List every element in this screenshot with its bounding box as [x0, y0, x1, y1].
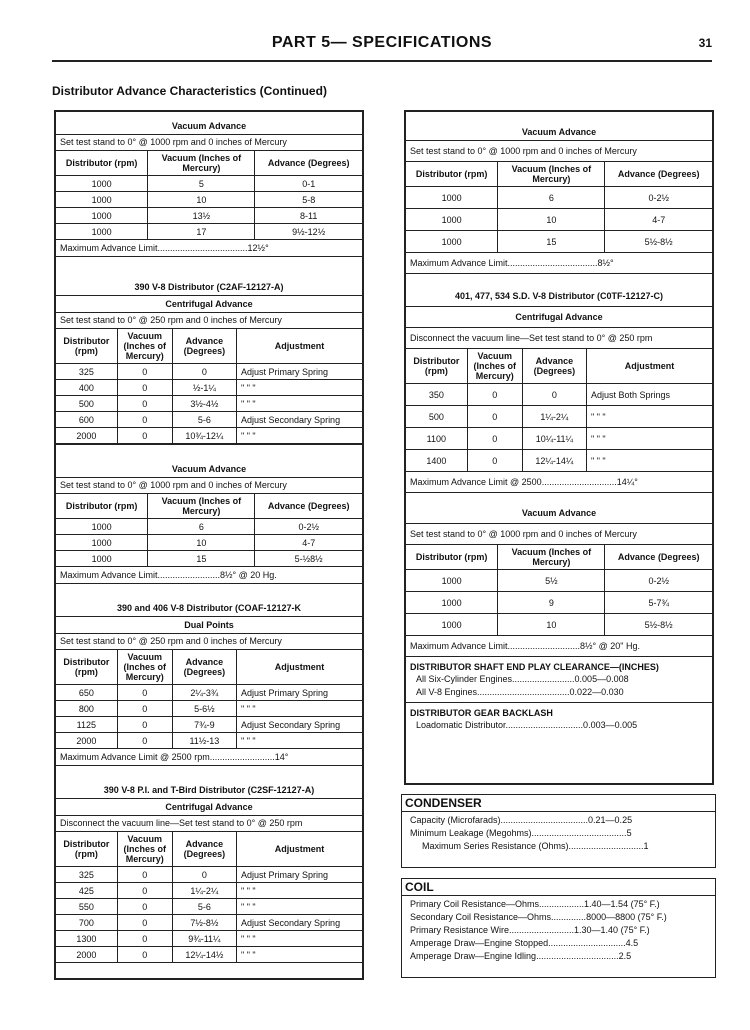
table-cell: 5-6	[172, 412, 236, 428]
table-cell: 3½-4½	[172, 396, 236, 412]
table-cell: 0	[467, 384, 522, 406]
table-cell: 0-2½	[255, 519, 362, 535]
left-vacuum-advance-1	[56, 112, 362, 256]
table-cell: 2000	[56, 428, 117, 444]
table-row	[56, 551, 362, 567]
table-cell: 6	[498, 187, 605, 209]
max-advance-limit: Maximum Advance Limit....................................12½°	[60, 243, 269, 253]
table-row	[56, 701, 362, 717]
column-header: Vacuum (Inches of Mercury)	[148, 151, 255, 176]
table-cell: 1000	[56, 535, 148, 551]
table-row	[56, 412, 362, 428]
coil-line: Amperage Draw—Engine Stopped...............................4.5	[410, 938, 639, 948]
table-cell: 10	[148, 192, 255, 208]
table-cell: 9¾-11¼	[172, 931, 236, 947]
table-cell: 0-1	[255, 176, 362, 192]
table-cell: 1100	[406, 428, 467, 450]
table-header-row	[406, 349, 712, 384]
table-cell: Adjust Primary Spring	[237, 867, 362, 883]
table-row	[56, 733, 362, 749]
table-cell: 0	[117, 717, 172, 733]
table-header-row	[406, 162, 712, 187]
column-header: Distributor (rpm)	[406, 349, 467, 384]
table-cell: 0-2½	[605, 570, 712, 592]
table-cell: 1000	[406, 209, 498, 231]
max-advance-limit: Maximum Advance Limit.............................8½° @ 20" Hg.	[410, 641, 641, 651]
end-play-section	[406, 656, 712, 702]
table-cell: 500	[406, 406, 467, 428]
table-cell: 0	[117, 380, 172, 396]
table-cell: 15	[148, 551, 255, 567]
table-cell: 9½-12½	[255, 224, 362, 240]
condenser-line: Maximum Series Resistance (Ohms)..............................1	[422, 841, 649, 851]
section-title: Vacuum Advance	[171, 464, 247, 474]
table-cell: 550	[56, 899, 117, 915]
table-cell: 0	[117, 733, 172, 749]
table-cell: " " "	[237, 380, 362, 396]
table-row	[56, 685, 362, 701]
column-header: Advance (Degrees)	[605, 162, 712, 187]
gear-backlash-title: DISTRIBUTOR GEAR BACKLASH	[410, 708, 553, 718]
table-cell: " " "	[237, 396, 362, 412]
table-cell: 500	[56, 396, 117, 412]
data-table	[406, 544, 712, 636]
table-cell: 1000	[56, 224, 148, 240]
table-cell: 0	[522, 384, 586, 406]
table-cell: 5-6	[172, 899, 236, 915]
table-cell: 650	[56, 685, 117, 701]
data-table	[406, 348, 712, 472]
end-play-line: All V-8 Engines.....................................0.022—0.030	[416, 687, 624, 697]
column-header: Adjustment	[237, 832, 362, 867]
end-play-line: All Six-Cylinder Engines.........................0.005—0.008	[416, 674, 629, 684]
table-cell: 425	[56, 883, 117, 899]
table-cell: 1000	[56, 192, 148, 208]
table-cell: 12¼-14½	[172, 947, 236, 963]
table-cell: 1000	[56, 551, 148, 567]
table-row	[406, 406, 712, 428]
section-title: 390 and 406 V-8 Distributor (COAF-12127-K	[116, 603, 302, 613]
table-cell: " " "	[237, 899, 362, 915]
gear-backlash-section	[406, 702, 712, 732]
right-vacuum-advance-1	[406, 112, 712, 273]
data-table	[56, 493, 362, 567]
table-row	[56, 535, 362, 551]
section-note: Set test stand to 0° @ 1000 rpm and 0 inches of Mercury	[406, 523, 712, 544]
column-header: Vacuum (Inches of Mercury)	[467, 349, 522, 384]
data-table	[56, 150, 362, 240]
column-header: Adjustment	[237, 329, 362, 364]
left-panel	[54, 110, 364, 980]
table-cell: 2¼-3¾	[172, 685, 236, 701]
table-row	[56, 380, 362, 396]
column-header: Advance (Degrees)	[522, 349, 586, 384]
table-cell: 0	[117, 364, 172, 380]
column-header: Distributor (rpm)	[56, 151, 148, 176]
table-cell: 0	[117, 685, 172, 701]
section-title: 390 V-8 P.I. and T-Bird Distributor (C2SF-12127-A)	[103, 785, 315, 795]
condenser-title: CONDENSER	[402, 795, 715, 812]
table-cell: 5½-8½	[605, 231, 712, 253]
table-row	[406, 428, 712, 450]
coil-line: Primary Coil Resistance—Ohms..................1.40—1.54 (75° F.)	[410, 899, 660, 909]
table-cell: 1300	[56, 931, 117, 947]
table-cell: 325	[56, 867, 117, 883]
condenser-line: Minimum Leakage (Megohms)......................................5	[410, 828, 632, 838]
coil-title: COIL	[402, 879, 715, 896]
column-header: Advance (Degrees)	[255, 494, 362, 519]
table-cell: 1000	[56, 176, 148, 192]
table-cell: 0	[467, 450, 522, 472]
table-header-row	[56, 329, 362, 364]
page-title: PART 5— SPECIFICATIONS	[271, 34, 493, 51]
section-title: 390 V-8 Distributor (C2AF-12127-A)	[134, 282, 284, 292]
header-rule	[52, 60, 712, 62]
gear-backlash-line: Loadomatic Distributor...............................0.003—0.005	[416, 720, 638, 730]
table-cell: 10¼-11¼	[522, 428, 586, 450]
table-cell: Adjust Secondary Spring	[237, 412, 362, 428]
table-cell: " " "	[237, 883, 362, 899]
table-cell: 0	[117, 947, 172, 963]
condenser-box	[401, 794, 716, 868]
table-row	[56, 717, 362, 733]
table-cell: 15	[498, 231, 605, 253]
table-row	[406, 209, 712, 231]
table-cell: 1000	[406, 614, 498, 636]
table-cell: 6	[148, 519, 255, 535]
table-row	[56, 931, 362, 947]
table-row	[56, 883, 362, 899]
table-cell: 4-7	[255, 535, 362, 551]
table-cell: " " "	[237, 733, 362, 749]
column-header: Advance (Degrees)	[172, 329, 236, 364]
table-cell: 0	[117, 867, 172, 883]
coil-box	[401, 878, 716, 978]
page-number: 31	[698, 36, 712, 50]
column-header: Distributor (rpm)	[56, 650, 117, 685]
table-cell: Adjust Secondary Spring	[237, 717, 362, 733]
section-note: Set test stand to 0° @ 250 rpm and 0 inches of Mercury	[56, 312, 362, 328]
table-cell: 8-11	[255, 208, 362, 224]
table-cell: 1125	[56, 717, 117, 733]
section-note: Set test stand to 0° @ 1000 rpm and 0 inches of Mercury	[56, 477, 362, 493]
table-row	[406, 592, 712, 614]
table-cell: " " "	[237, 947, 362, 963]
column-header: Advance (Degrees)	[255, 151, 362, 176]
table-row	[56, 428, 362, 444]
table-header-row	[56, 151, 362, 176]
data-table	[56, 831, 362, 963]
section-title: 401, 477, 534 S.D. V-8 Distributor (C0TF-12127-C)	[454, 291, 664, 301]
table-row	[406, 231, 712, 253]
table-cell: 17	[148, 224, 255, 240]
table-cell: Adjust Primary Spring	[237, 364, 362, 380]
section-title: Vacuum Advance	[171, 121, 247, 131]
coil-line: Secondary Coil Resistance—Ohms..............8000—8800 (75° F.)	[410, 912, 667, 922]
data-table	[56, 649, 362, 749]
section-subtitle: Dual Points	[56, 616, 362, 633]
table-cell: " " "	[587, 406, 712, 428]
table-cell: 2000	[56, 947, 117, 963]
section-note: Disconnect the vacuum line—Set test stand to 0° @ 250 rpm	[56, 815, 362, 831]
column-header: Vacuum (Inches of Mercury)	[117, 329, 172, 364]
table-cell: 12¼-14¼	[522, 450, 586, 472]
table-row	[56, 364, 362, 380]
table-cell: 1400	[406, 450, 467, 472]
right-panel	[404, 110, 714, 785]
section-note: Disconnect the vacuum line—Set test stand to 0° @ 250 rpm	[406, 327, 712, 348]
table-cell: 0-2½	[605, 187, 712, 209]
table-cell: 1¼-2¼	[522, 406, 586, 428]
table-cell: 7¾-9	[172, 717, 236, 733]
table-cell: 0	[467, 406, 522, 428]
table-cell: 5-6½	[172, 701, 236, 717]
table-cell: Adjust Primary Spring	[237, 685, 362, 701]
table-cell: " " "	[237, 428, 362, 444]
section-note: Set test stand to 0° @ 1000 rpm and 0 inches of Mercury	[406, 140, 712, 161]
table-row	[56, 519, 362, 535]
column-header: Advance (Degrees)	[172, 650, 236, 685]
right-c0tf-section	[406, 273, 712, 492]
column-header: Adjustment	[587, 349, 712, 384]
column-header: Adjustment	[237, 650, 362, 685]
table-row	[406, 614, 712, 636]
table-cell: Adjust Both Springs	[587, 384, 712, 406]
table-cell: 350	[406, 384, 467, 406]
table-cell: 0	[117, 428, 172, 444]
section-title: Vacuum Advance	[521, 127, 597, 137]
column-header: Distributor (rpm)	[56, 494, 148, 519]
column-header: Vacuum (Inches of Mercury)	[498, 162, 605, 187]
left-c2sf-section	[56, 765, 362, 963]
table-header-row	[56, 832, 362, 867]
table-cell: 0	[117, 701, 172, 717]
table-cell: 1000	[56, 208, 148, 224]
table-cell: 1000	[406, 231, 498, 253]
column-header: Distributor (rpm)	[406, 545, 498, 570]
table-row	[406, 187, 712, 209]
table-cell: 1¼-2¼	[172, 883, 236, 899]
section-subtitle: Centrifugal Advance	[56, 295, 362, 312]
table-cell: 325	[56, 364, 117, 380]
table-cell: " " "	[587, 450, 712, 472]
condenser-line: Capacity (Microfarads)...................................0.21—0.25	[410, 815, 633, 825]
left-coaf-section	[56, 583, 362, 765]
left-vacuum-advance-2	[56, 444, 362, 583]
section-note: Set test stand to 0° @ 250 rpm and 0 inches of Mercury	[56, 633, 362, 649]
table-cell: 5-7¾	[605, 592, 712, 614]
table-row	[406, 570, 712, 592]
column-header: Advance (Degrees)	[605, 545, 712, 570]
table-cell: 2000	[56, 733, 117, 749]
coil-line: Amperage Draw—Engine Idling.................................2.5	[410, 951, 632, 961]
table-cell: 11½-13	[172, 733, 236, 749]
section-subtitle: Centrifugal Advance	[56, 798, 362, 815]
max-advance-limit: Maximum Advance Limit.........................8½° @ 20 Hg.	[60, 570, 277, 580]
end-play-title: DISTRIBUTOR SHAFT END PLAY CLEARANCE—(INCHES)	[410, 662, 659, 672]
table-row	[56, 867, 362, 883]
left-c2af-section	[56, 256, 362, 444]
table-cell: 5-8	[255, 192, 362, 208]
table-row	[56, 208, 362, 224]
page-header	[52, 34, 712, 56]
table-cell: ½-1¼	[172, 380, 236, 396]
table-cell: 10¾-12¼	[172, 428, 236, 444]
table-cell: 10	[498, 209, 605, 231]
table-cell: 0	[117, 412, 172, 428]
table-cell: 13½	[148, 208, 255, 224]
table-cell: 600	[56, 412, 117, 428]
column-header: Advance (Degrees)	[172, 832, 236, 867]
table-cell: 10	[498, 614, 605, 636]
table-cell: 0	[117, 931, 172, 947]
column-header: Vacuum (Inches of Mercury)	[117, 650, 172, 685]
column-header: Distributor (rpm)	[56, 832, 117, 867]
table-cell: 1000	[406, 570, 498, 592]
data-table	[406, 161, 712, 253]
table-header-row	[406, 545, 712, 570]
table-cell: 4-7	[605, 209, 712, 231]
column-header: Vacuum (Inches of Mercury)	[117, 832, 172, 867]
max-advance-limit: Maximum Advance Limit....................................8½°	[410, 258, 614, 268]
table-cell: 5-½8½	[255, 551, 362, 567]
table-cell: 0	[117, 899, 172, 915]
column-header: Vacuum (Inches of Mercury)	[148, 494, 255, 519]
data-table	[56, 328, 362, 444]
table-cell: 400	[56, 380, 117, 396]
table-cell: 5½-8½	[605, 614, 712, 636]
table-cell: 5½	[498, 570, 605, 592]
right-vacuum-advance-2	[406, 492, 712, 656]
column-header: Vacuum (Inches of Mercury)	[498, 545, 605, 570]
table-cell: 0	[117, 883, 172, 899]
table-cell: 9	[498, 592, 605, 614]
table-cell: 0	[172, 867, 236, 883]
table-cell: 0	[467, 428, 522, 450]
table-row	[56, 192, 362, 208]
section-note: Set test stand to 0° @ 1000 rpm and 0 inches of Mercury	[56, 134, 362, 150]
column-header: Distributor (rpm)	[56, 329, 117, 364]
table-cell: Adjust Secondary Spring	[237, 915, 362, 931]
table-row	[56, 947, 362, 963]
max-advance-limit: Maximum Advance Limit @ 2500..............................14¼°	[410, 477, 638, 487]
table-cell: 1000	[406, 592, 498, 614]
section-subtitle: Distributor Advance Characteristics (Continued)	[52, 84, 327, 98]
table-row	[56, 224, 362, 240]
table-cell: " " "	[237, 931, 362, 947]
table-row	[56, 396, 362, 412]
table-cell: 700	[56, 915, 117, 931]
table-row	[56, 176, 362, 192]
table-cell: 5	[148, 176, 255, 192]
table-row	[56, 915, 362, 931]
table-cell: 1000	[406, 187, 498, 209]
table-cell: 0	[117, 915, 172, 931]
table-cell: 1000	[56, 519, 148, 535]
table-row	[406, 384, 712, 406]
table-cell: 0	[172, 364, 236, 380]
section-title: Vacuum Advance	[521, 508, 597, 518]
table-row	[406, 450, 712, 472]
table-cell: 800	[56, 701, 117, 717]
section-subtitle: Centrifugal Advance	[406, 306, 712, 327]
table-cell: 0	[117, 396, 172, 412]
table-cell: 10	[148, 535, 255, 551]
column-header: Distributor (rpm)	[406, 162, 498, 187]
table-header-row	[56, 650, 362, 685]
table-cell: " " "	[237, 701, 362, 717]
max-advance-limit: Maximum Advance Limit @ 2500 rpm..........................14°	[60, 752, 289, 762]
table-header-row	[56, 494, 362, 519]
table-cell: " " "	[587, 428, 712, 450]
table-cell: 7½-8½	[172, 915, 236, 931]
table-row	[56, 899, 362, 915]
coil-line: Primary Resistance Wire..........................1.30—1.40 (75° F.)	[410, 925, 650, 935]
